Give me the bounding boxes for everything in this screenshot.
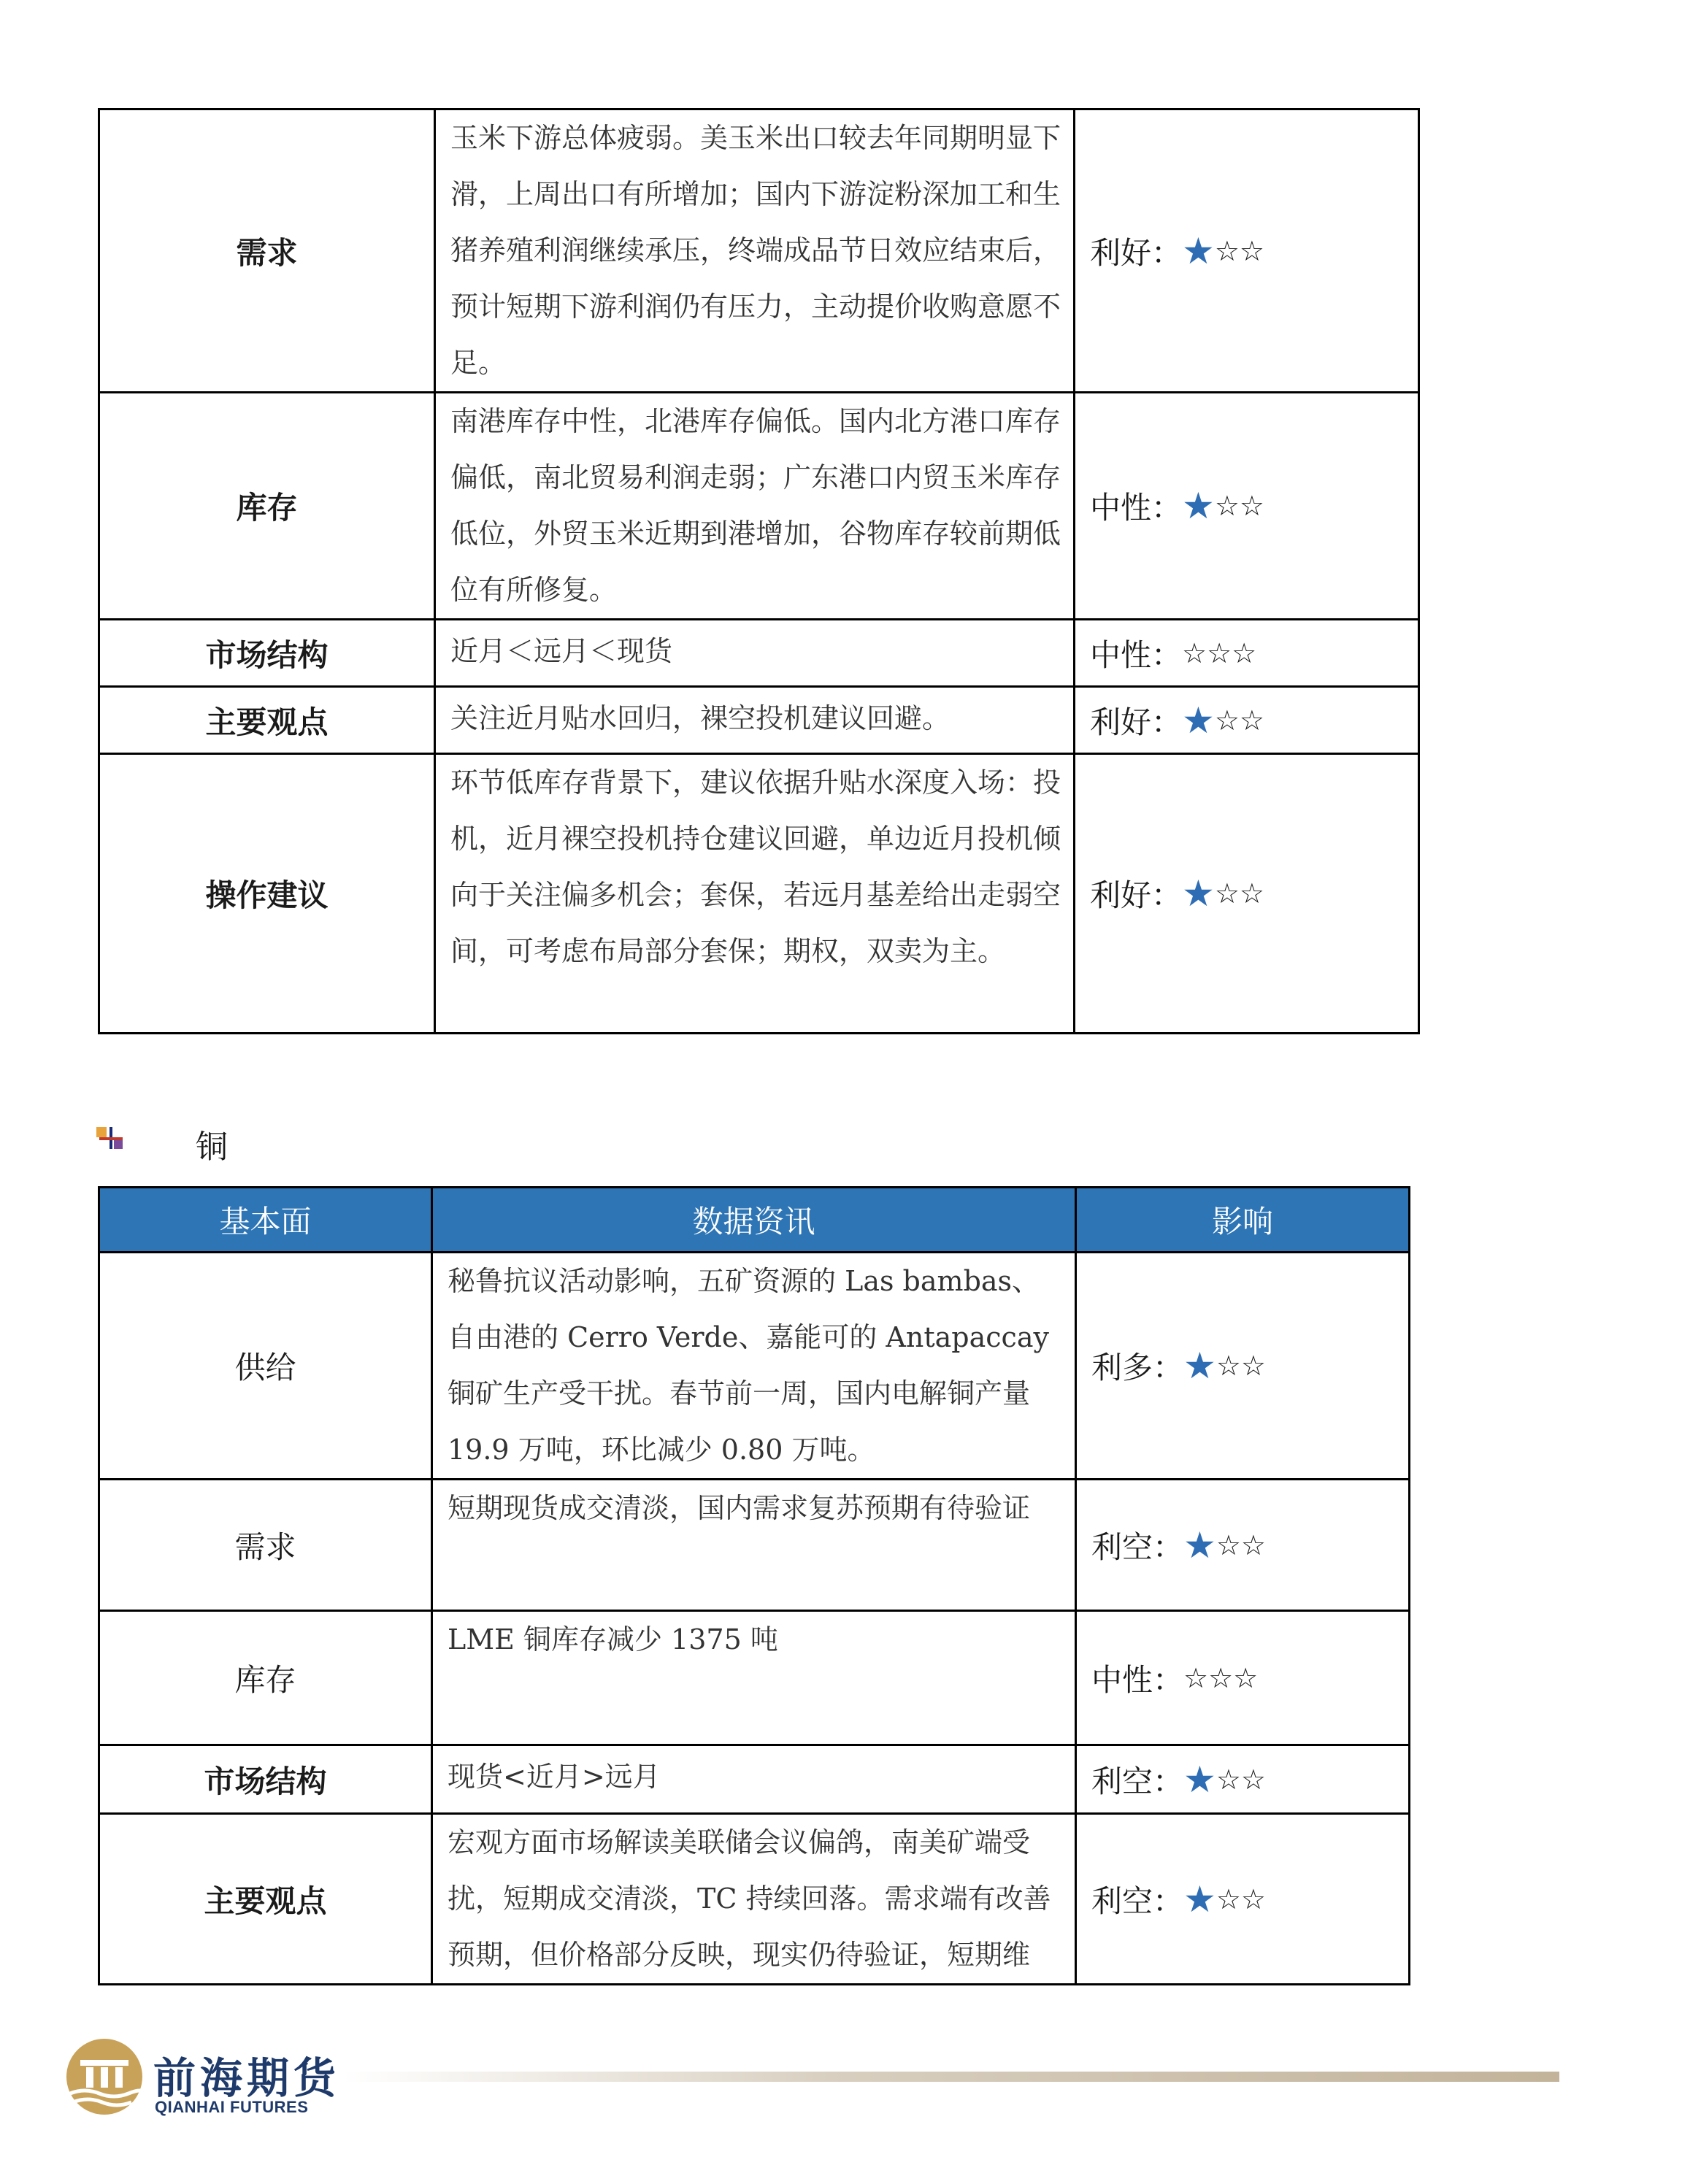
section-bullet-icon [96,1124,126,1153]
star-empty-icon: ☆ [1240,1350,1266,1382]
info-cell: 秘鲁抗议活动影响，五矿资源的 Las bambas、自由港的 Cerro Verde、嘉能可的 Antapaccay 铜矿生产受干扰。春节前一周，国内电解铜产量 19.9 万吨，环比减少 0.80 万吨。 [432,1253,1076,1480]
brand-name-en: QIANHAI FUTURES [155,2098,309,2116]
category-cell: 供给 [99,1253,432,1480]
header-impact: 影响 [1076,1188,1410,1253]
star-empty-icon: ☆ [1239,490,1264,522]
star-filled-icon: ★ [1182,872,1215,915]
star-filled-icon: ★ [1183,1758,1216,1801]
header-fundamentals: 基本面 [99,1188,432,1253]
category-cell: 操作建议 [99,754,435,1034]
info-cell: 近月＜远月＜现货 [435,620,1075,687]
impact-cell [1075,620,1419,687]
brand-name-cn: 前海期货 [153,2053,341,2103]
info-cell: LME 铜库存减少 1375 吨 [432,1611,1076,1745]
table-row [99,1745,1410,1814]
info-cell: 南港库存中性，北港库存偏低。国内北方港口库存偏低，南北贸易利润走弱；广东港口内贸玉米库存低位，外贸玉米近期到港增加，谷物库存较前期低位有所修复。 [435,393,1075,620]
star-empty-icon: ☆ [1233,1661,1259,1694]
star-empty-icon: ☆ [1232,637,1257,669]
impact-cell [1076,1814,1410,1985]
section-title: 铜 [196,1128,228,1166]
star-empty-icon: ☆ [1214,234,1240,267]
info-cell: 关注近月贴水回归，裸空投机建议回避。 [435,687,1075,754]
category-cell: 库存 [99,393,435,620]
category-cell: 市场结构 [99,1745,432,1814]
table-row [99,687,1419,754]
impact-cell [1075,393,1419,620]
star-empty-icon: ☆ [1216,1350,1241,1382]
table-row [99,1253,1410,1480]
star-empty-icon: ☆ [1183,1661,1209,1694]
impact-label: 中性： [1090,490,1183,526]
table-row [99,1611,1410,1745]
star-empty-icon: ☆ [1240,1529,1266,1561]
table-row [99,1480,1410,1611]
category-cell: 需求 [99,109,435,393]
star-empty-icon: ☆ [1239,877,1264,910]
impact-label: 利空： [1091,1763,1184,1799]
impact-label: 利好： [1090,704,1183,740]
impact-label: 中性： [1090,637,1183,673]
star-empty-icon: ☆ [1214,704,1240,737]
star-filled-icon: ★ [1183,1877,1216,1920]
info-cell: 现货<近月>远月 [432,1745,1076,1814]
impact-cell [1075,754,1419,1034]
star-empty-icon: ☆ [1240,1763,1266,1796]
category-cell: 主要观点 [99,1814,432,1985]
category-cell: 市场结构 [99,620,435,687]
copper-fundamentals-table [98,1186,1410,1985]
impact-label: 中性： [1091,1661,1184,1698]
category-cell: 主要观点 [99,687,435,754]
impact-cell [1076,1611,1410,1745]
table-row [99,620,1419,687]
star-empty-icon: ☆ [1208,1661,1234,1694]
star-empty-icon: ☆ [1216,1763,1241,1796]
star-empty-icon: ☆ [1239,704,1264,737]
company-logo-icon [64,2037,145,2117]
header-data-info: 数据资讯 [432,1188,1076,1253]
info-cell: 玉米下游总体疲弱。美玉米出口较去年同期明显下滑，上周出口有所增加；国内下游淀粉深加工和生猪养殖利润继续承压，终端成品节日效应结束后，预计短期下游利润仍有压力，主动提价收购意愿不足。 [435,109,1075,393]
table-row [99,754,1419,1034]
star-empty-icon: ☆ [1216,1529,1241,1561]
info-cell: 宏观方面市场解读美联储会议偏鸽，南美矿端受扰，短期成交清淡，TC 持续回落。需求端有改善预期，但价格部分反映，现实仍待验证，短期维 [432,1814,1076,1985]
table-row [99,109,1419,393]
star-empty-icon: ☆ [1214,490,1240,522]
info-cell: 短期现货成交清淡，国内需求复苏预期有待验证 [432,1480,1076,1611]
impact-label: 利多： [1091,1350,1184,1385]
table-row [99,393,1419,620]
star-empty-icon: ☆ [1240,1883,1266,1915]
star-filled-icon: ★ [1182,229,1215,272]
star-empty-icon: ☆ [1216,1883,1241,1915]
impact-cell [1075,687,1419,754]
star-filled-icon: ★ [1182,485,1215,527]
category-cell: 需求 [99,1480,432,1611]
impact-label: 利空： [1091,1529,1184,1565]
info-cell: 环节低库存背景下，建议依据升贴水深度入场：投机，近月裸空投机持仓建议回避，单边近月投机倾向于关注偏多机会；套保，若远月基差给出走弱空间，可考虑布局部分套保；期权，双卖为主。 [435,754,1075,1034]
impact-label: 利好： [1090,234,1183,271]
impact-cell [1076,1480,1410,1611]
table-row [99,1814,1410,1985]
footer-decor-bar [343,2072,1559,2082]
star-filled-icon: ★ [1183,1345,1216,1387]
category-cell: 库存 [99,1611,432,1745]
star-empty-icon: ☆ [1214,877,1240,910]
star-filled-icon: ★ [1183,1523,1216,1566]
star-filled-icon: ★ [1182,699,1215,742]
star-empty-icon: ☆ [1239,234,1264,267]
table-header-row [99,1188,1410,1253]
impact-label: 利空： [1091,1883,1184,1919]
impact-label: 利好： [1090,877,1183,913]
star-empty-icon: ☆ [1207,637,1232,669]
star-empty-icon: ☆ [1182,637,1207,669]
impact-cell [1075,109,1419,393]
impact-cell [1076,1745,1410,1814]
impact-cell [1076,1253,1410,1480]
corn-fundamentals-table [98,108,1420,1034]
